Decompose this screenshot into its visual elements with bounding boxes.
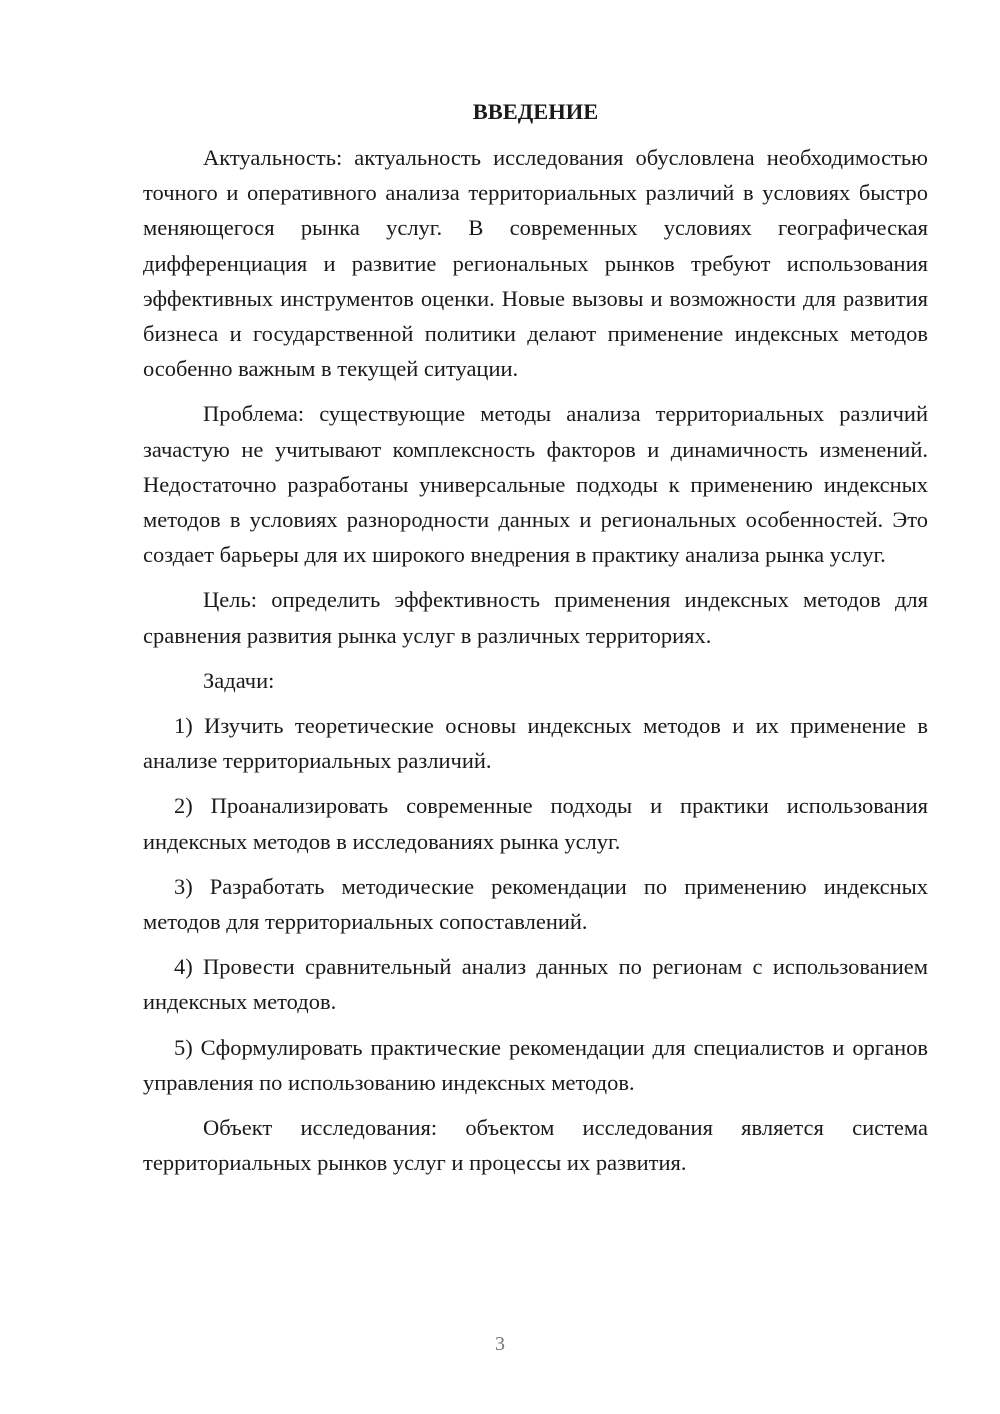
page-number: 3 [495, 1333, 505, 1355]
page-title: ВВЕДЕНИЕ [472, 99, 599, 124]
paragraph-problem: Проблема: существующие методы анализа территориальных различий зачастую не учитывают комплексность факторов и динамичность изменений. Недостаточно разработаны универсальные подходы к применению индексных методов в условиях разнородности данных и региональных особенностей. Это создает барьеры для их широкого внедрения в практику анализа рынка услуг. [143, 401, 928, 568]
task-item-1: 1) Изучить теоретические основы индексных методов и их применение в анализе территориальных различий. [143, 713, 928, 774]
task-item-5: 5) Сформулировать практические рекомендации для специалистов и органов управления по использованию индексных методов. [143, 1034, 928, 1095]
document-page [143, 94, 928, 1190]
paragraph-object: Объект исследования: объектом исследования является система территориальных рынков услуг и процессы их развития. [143, 1115, 928, 1176]
tasks-heading: Задачи: [203, 667, 275, 693]
task-item-3: 3) Разработать методические рекомендации по применению индексных методов для территориальных сопоставлений. [143, 873, 928, 935]
task-item-4: 4) Провести сравнительный анализ данных по регионам с использованием индексных методов. [143, 954, 928, 1015]
paragraph-goal: Цель: определить эффективность применения индексных методов для сравнения развития рынка услуг в различных территориях. [143, 587, 928, 648]
task-item-2: 2) Проанализировать современные подходы и практики использования индексных методов в исследованиях рынка услуг. [143, 793, 928, 854]
paragraph-relevance: Актуальность: актуальность исследования обусловлена необходимостью точного и оперативного анализа территориальных различий в условиях быстро меняющегося рынка услуг. В современных условиях географическая дифференциация и развитие региональных рынков требуют использования эффективных инструментов оценки. Новые вызовы и возможности для развития бизнеса и государственной политики делают применение индексных методов особенно важным в текущей ситуации. [143, 145, 928, 382]
